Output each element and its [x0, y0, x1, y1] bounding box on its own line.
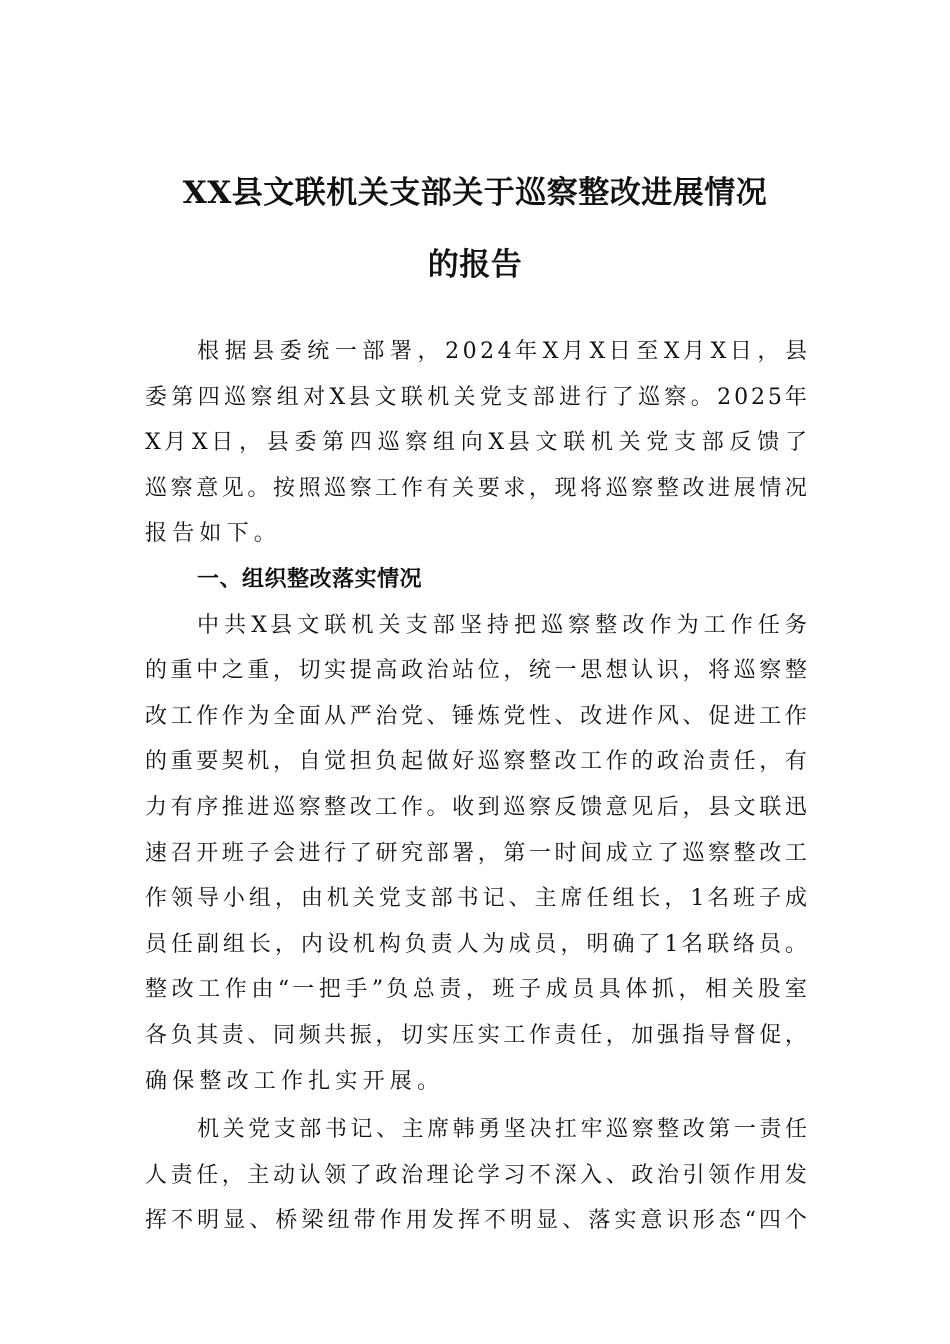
text-line: 中 共 X 县 文 联 机 关 支 部 坚 持 把 巡 察 整 改 作 为 工 作 任 务: [197, 612, 807, 638]
text-line: 机 关 党 支 部 书 记 、 主 席 韩 勇 坚 决 扛 牢 巡 察 整 改 第 一 责 任: [197, 1117, 807, 1143]
text-line: 确保整改工作扎实开展。: [145, 1068, 445, 1094]
text-line: X 月 X 日 ， 县 委 第 四 巡 察 组 向 X 县 文 联 机 关 党 支 部 反 馈 了: [145, 430, 807, 456]
text-line: 整 改 工 作 由 “ 一 把 手 ” 负 总 责 ， 班 子 成 员 具 体 抓 ， 相 关 股 室: [145, 977, 807, 1003]
text-line: 报告如下。: [145, 521, 282, 547]
text-line: 人 责 任 ， 主 动 认 领 了 政 治 理 论 学 习 不 深 入 、 政 治 引 领 作 用 发: [145, 1162, 807, 1188]
text-line: 挥 不 明 显 、 桥 梁 纽 带 作 用 发 挥 不 明 显 、 落 实 意 识 形 态 “ 四 个: [145, 1208, 807, 1234]
text-line: 根 据 县 委 统 一 部 署 ， 2 0 2 4 年 X 月 X 日 至 X 月 X 日 ， 县: [197, 339, 807, 364]
text-line: 的 重 要 契 机 ， 自 觉 担 负 起 做 好 巡 察 整 改 工 作 的 政 治 责 任 ， 有: [145, 749, 807, 775]
text-line: 巡 察 意 见 。 按 照 巡 察 工 作 有 关 要 求 ， 现 将 巡 察 整 改 进 展 情 况: [145, 475, 807, 501]
text-line: 作 领 导 小 组 ， 由 机 关 党 支 部 书 记 、 主 席 任 组 长 ， 1 名 班 子 成: [145, 886, 807, 912]
intro-paragraph: [145, 329, 807, 557]
section-heading-1: 一、组织整改落实情况: [197, 566, 423, 592]
secretary-paragraph: [145, 1107, 807, 1244]
text-line: 各 负 其 责 、 同 频 共 振 ， 切 实 压 实 工 作 责 任 ， 加 强 指 导 督 促 ，: [145, 1022, 807, 1048]
text-line: 员 任 副 组 长 ， 内 设 机 构 负 责 人 为 成 员 ， 明 确 了 1 名 联 络 员 。: [145, 931, 807, 957]
organization-paragraph: [145, 603, 807, 1105]
title-line-2: 的报告: [427, 247, 523, 283]
document-title: [120, 157, 830, 301]
text-line: 力 有 序 推 进 巡 察 整 改 工 作 。 收 到 巡 察 反 馈 意 见 后 ， 县 文 联 迅: [145, 794, 807, 820]
text-line: 改 工 作 作 为 全 面 从 严 治 党 、 锤 炼 党 性 、 改 进 作 风 、 促 进 工 作: [145, 703, 807, 729]
text-line: 的 重 中 之 重 ， 切 实 提 高 政 治 站 位 ， 统 一 思 想 认 识 ， 将 巡 察 整: [145, 658, 807, 684]
text-line: 委 第 四 巡 察 组 对 X 县 文 联 机 关 党 支 部 进 行 了 巡 察 。 2 0 2 5 年: [145, 384, 807, 410]
document-body: [145, 329, 807, 1244]
text-line: 速 召 开 班 子 会 进 行 了 研 究 部 署 ， 第 一 时 间 成 立 了 巡 察 整 改 工: [145, 840, 807, 866]
title-line-1: XX县文联机关支部关于巡察整改进展情况: [182, 175, 768, 211]
